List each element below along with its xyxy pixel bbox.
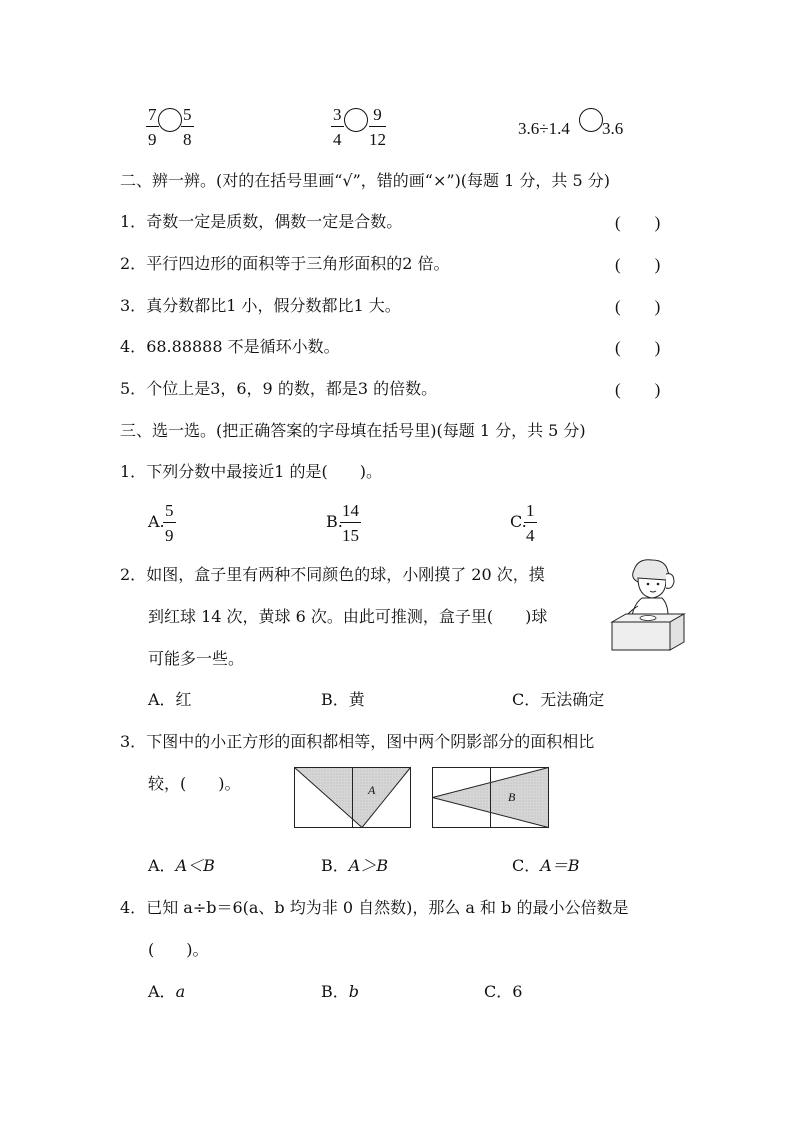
expression-right: 3.6 xyxy=(602,119,624,138)
option-b[interactable]: B．黄 xyxy=(321,690,365,709)
option-label-a[interactable]: A. xyxy=(148,512,165,531)
option-label-c[interactable]: C. xyxy=(510,512,527,531)
list-item: 4．68.88888 不是循环小数。 xyxy=(120,337,340,356)
fraction-5-8: $\frac{5}{8}$ xyxy=(183,105,192,149)
compare-circle-1[interactable] xyxy=(158,108,182,132)
section3-title: 三、选一选。(把正确答案的字母填在括号里)(每题 1 分，共 5 分) xyxy=(120,421,586,440)
question-3-line1: 3．下图中的小正方形的面积都相等，图中两个阴影部分的面积相比 xyxy=(120,732,595,751)
figure-shaded-b xyxy=(432,767,549,828)
list-item: 5．个位上是3，6，9 的数，都是3 的倍数。 xyxy=(120,379,438,398)
fraction-3-4: $\frac{3}{4}$ xyxy=(333,105,342,149)
option-a[interactable]: A．a xyxy=(148,982,186,1001)
option-a[interactable]: A．A＜B xyxy=(148,856,215,875)
option-b[interactable]: B．A＞B xyxy=(321,856,389,875)
answer-parens[interactable]: ( ) xyxy=(615,213,661,232)
option-c[interactable]: C．6 xyxy=(484,982,523,1001)
option-b-fraction: $\frac{14}{15}$ xyxy=(342,501,359,545)
option-c[interactable]: C．A＝B xyxy=(512,856,580,875)
figure-shaded-a xyxy=(294,767,411,828)
question-2-line1: 2．如图，盒子里有两种不同颜色的球，小刚摸了 20 次，摸 xyxy=(120,565,545,584)
label-a: A xyxy=(368,783,376,797)
section2-title: 二、辨一辨。(对的在括号里画“√”，错的画“×”)(每题 1 分，共 5 分) xyxy=(120,171,610,190)
answer-parens[interactable]: ( ) xyxy=(615,338,661,357)
boy-with-box-illustration xyxy=(608,556,688,652)
compare-circle-2[interactable] xyxy=(344,108,368,132)
option-label-b[interactable]: B. xyxy=(326,512,343,531)
compare-circle-3[interactable] xyxy=(579,108,603,132)
list-item: 2．平行四边形的面积等于三角形面积的2 倍。 xyxy=(120,254,450,273)
option-b[interactable]: B．b xyxy=(321,982,360,1001)
expression-left: 3.6÷1.4 xyxy=(518,119,570,138)
option-a[interactable]: A．红 xyxy=(148,690,192,709)
question-3-line2: 较，( )。 xyxy=(148,774,241,793)
question-2-line2: 到红球 14 次，黄球 6 次。由此可推测，盒子里( )球 xyxy=(148,607,548,626)
list-item: 3．真分数都比1 小，假分数都比1 大。 xyxy=(120,296,401,315)
answer-parens[interactable]: ( ) xyxy=(615,297,661,316)
question-1: 1．下列分数中最接近1 的是( )。 xyxy=(120,462,382,481)
answer-parens[interactable]: ( ) xyxy=(615,255,661,274)
option-a-fraction: $\frac{5}{9}$ xyxy=(165,501,174,545)
option-c[interactable]: C．无法确定 xyxy=(512,690,605,709)
list-item: 1．奇数一定是质数，偶数一定是合数。 xyxy=(120,212,403,231)
label-b: B xyxy=(508,790,516,804)
question-4-line1: 4．已知 a÷b＝6(a、b 均为非 0 自然数)，那么 a 和 b 的最小公倍数是 xyxy=(120,898,629,917)
answer-parens[interactable]: ( ) xyxy=(615,380,661,399)
option-c-fraction: $\frac{1}{4}$ xyxy=(526,501,535,545)
fraction-7-9: $\frac{7}{9}$ xyxy=(148,105,157,149)
fraction-9-12: $\frac{9}{12}$ xyxy=(369,105,386,149)
question-2-line3: 可能多一些。 xyxy=(148,649,245,668)
question-4-line2: ( )。 xyxy=(148,940,209,959)
